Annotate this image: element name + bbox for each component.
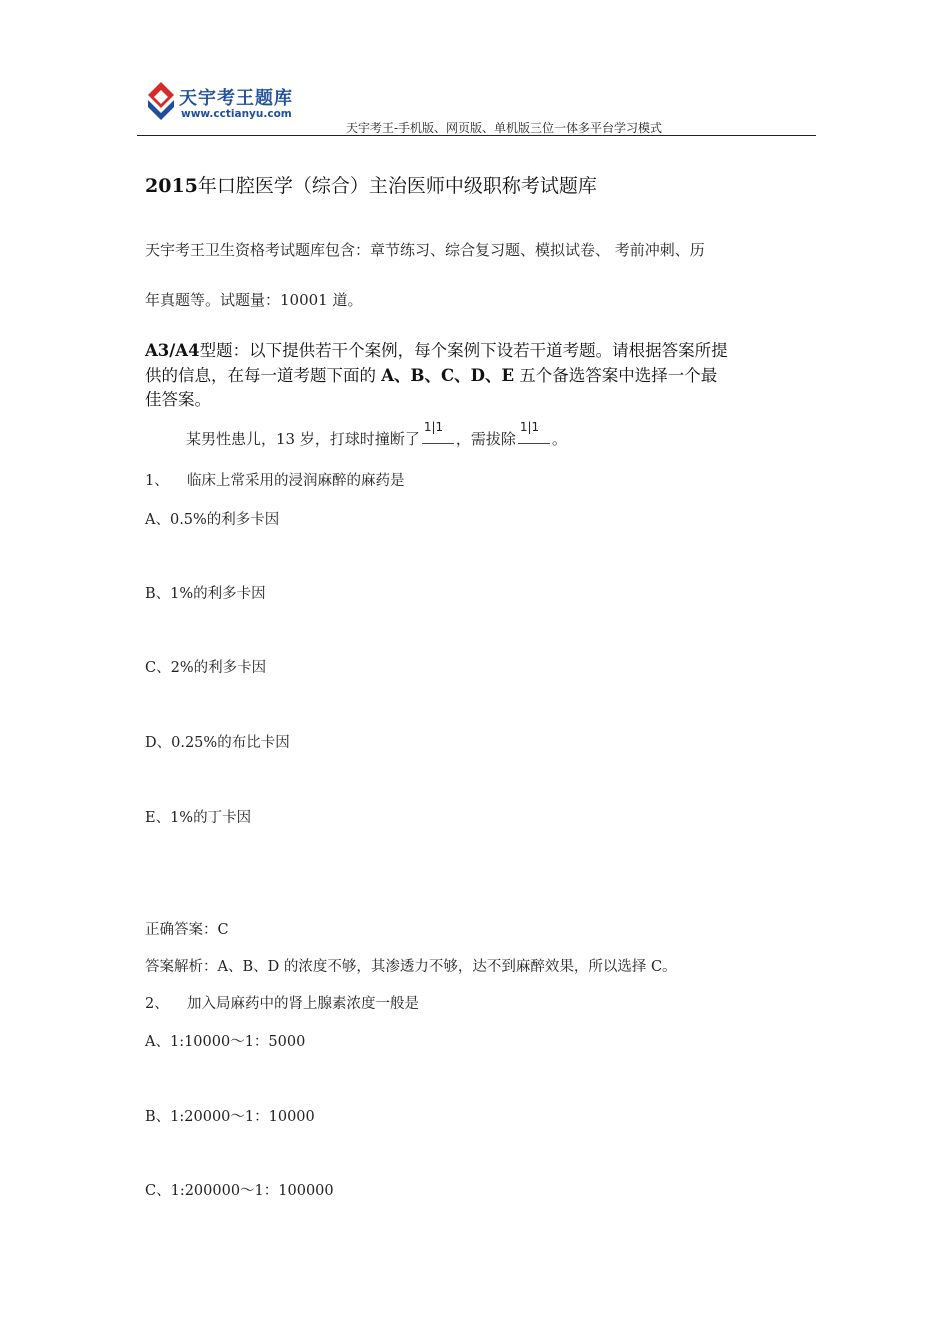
header-tagline: 天宇考王-手机版、网页版、单机版三位一体多平台学习模式: [346, 121, 663, 135]
question-1-number: 1、: [145, 473, 169, 489]
section-line-2b: 五个备选答案中选择一个最: [514, 366, 718, 385]
section-line-1: [145, 337, 728, 361]
question-1-text: 临床上常采用的浸润麻醉的麻药是: [187, 473, 405, 489]
q1-option-e: E、1%的丁卡因: [145, 810, 252, 826]
q1-option-a: A、0.5%的利多卡因: [145, 512, 280, 528]
section-line-2: [145, 362, 717, 386]
title-year: 2015: [145, 175, 198, 197]
case-part-3: 。: [551, 430, 567, 448]
q1-analysis: 答案解析：A、B、D 的浓度不够，其渗透力不够，达不到麻醉效果，所以选择 C。: [145, 959, 677, 975]
logo-icon: [144, 80, 178, 124]
q2-option-c: C、1:200000～1：100000: [145, 1183, 334, 1199]
q1-option-b: B、1%的利多卡因: [145, 586, 266, 602]
question-2-text: 加入局麻药中的肾上腺素浓度一般是: [187, 996, 419, 1012]
logo-name: 天宇考王题库: [179, 88, 293, 109]
intro-line-2: 年真题等。试题量：10001 道。: [145, 291, 363, 309]
q2-option-a: A、1:10000～1：5000: [145, 1034, 306, 1050]
question-2-number: 2、: [145, 996, 169, 1012]
tooth-notation-1: [422, 420, 454, 446]
tooth-label-2: 1|1: [519, 420, 540, 434]
tooth-notation-2: [518, 420, 550, 446]
case-part-2: ，需拔除: [455, 430, 516, 448]
section-line-3: 佳答案。: [145, 390, 211, 409]
title-text: 年口腔医学（综合）主治医师中级职称考试题库: [197, 175, 597, 197]
question-2: [145, 992, 419, 1013]
section-line-1-text: 型题：以下提供若干个案例，每个案例下设若干道考题。请根据答案所提: [199, 341, 728, 360]
header-divider: [137, 135, 816, 136]
section-type: A3/A4: [145, 341, 200, 360]
intro-line-1: 天宇考王卫生资格考试题库包含：章节练习、综合复习题、模拟试卷、 考前冲刺、历: [145, 241, 705, 259]
section-line-2a: 供的信息，在每一道考题下面的: [145, 366, 382, 385]
q1-answer: 正确答案：C: [145, 922, 229, 938]
q1-option-d: D、0.25%的布比卡因: [145, 735, 290, 751]
q1-option-c: C、2%的利多卡因: [145, 660, 267, 676]
page-title: [145, 171, 597, 198]
section-options-bold: A、B、C、D、E: [381, 366, 515, 385]
question-1: [145, 469, 405, 490]
case-stem: [186, 420, 567, 449]
logo-url: www.cctianyu.com: [181, 108, 292, 120]
logo: [144, 78, 314, 128]
case-part-1: 某男性患儿，13 岁，打球时撞断了: [186, 430, 420, 448]
q2-option-b: B、1:20000～1：10000: [145, 1109, 315, 1125]
tooth-label-1: 1|1: [423, 420, 444, 434]
